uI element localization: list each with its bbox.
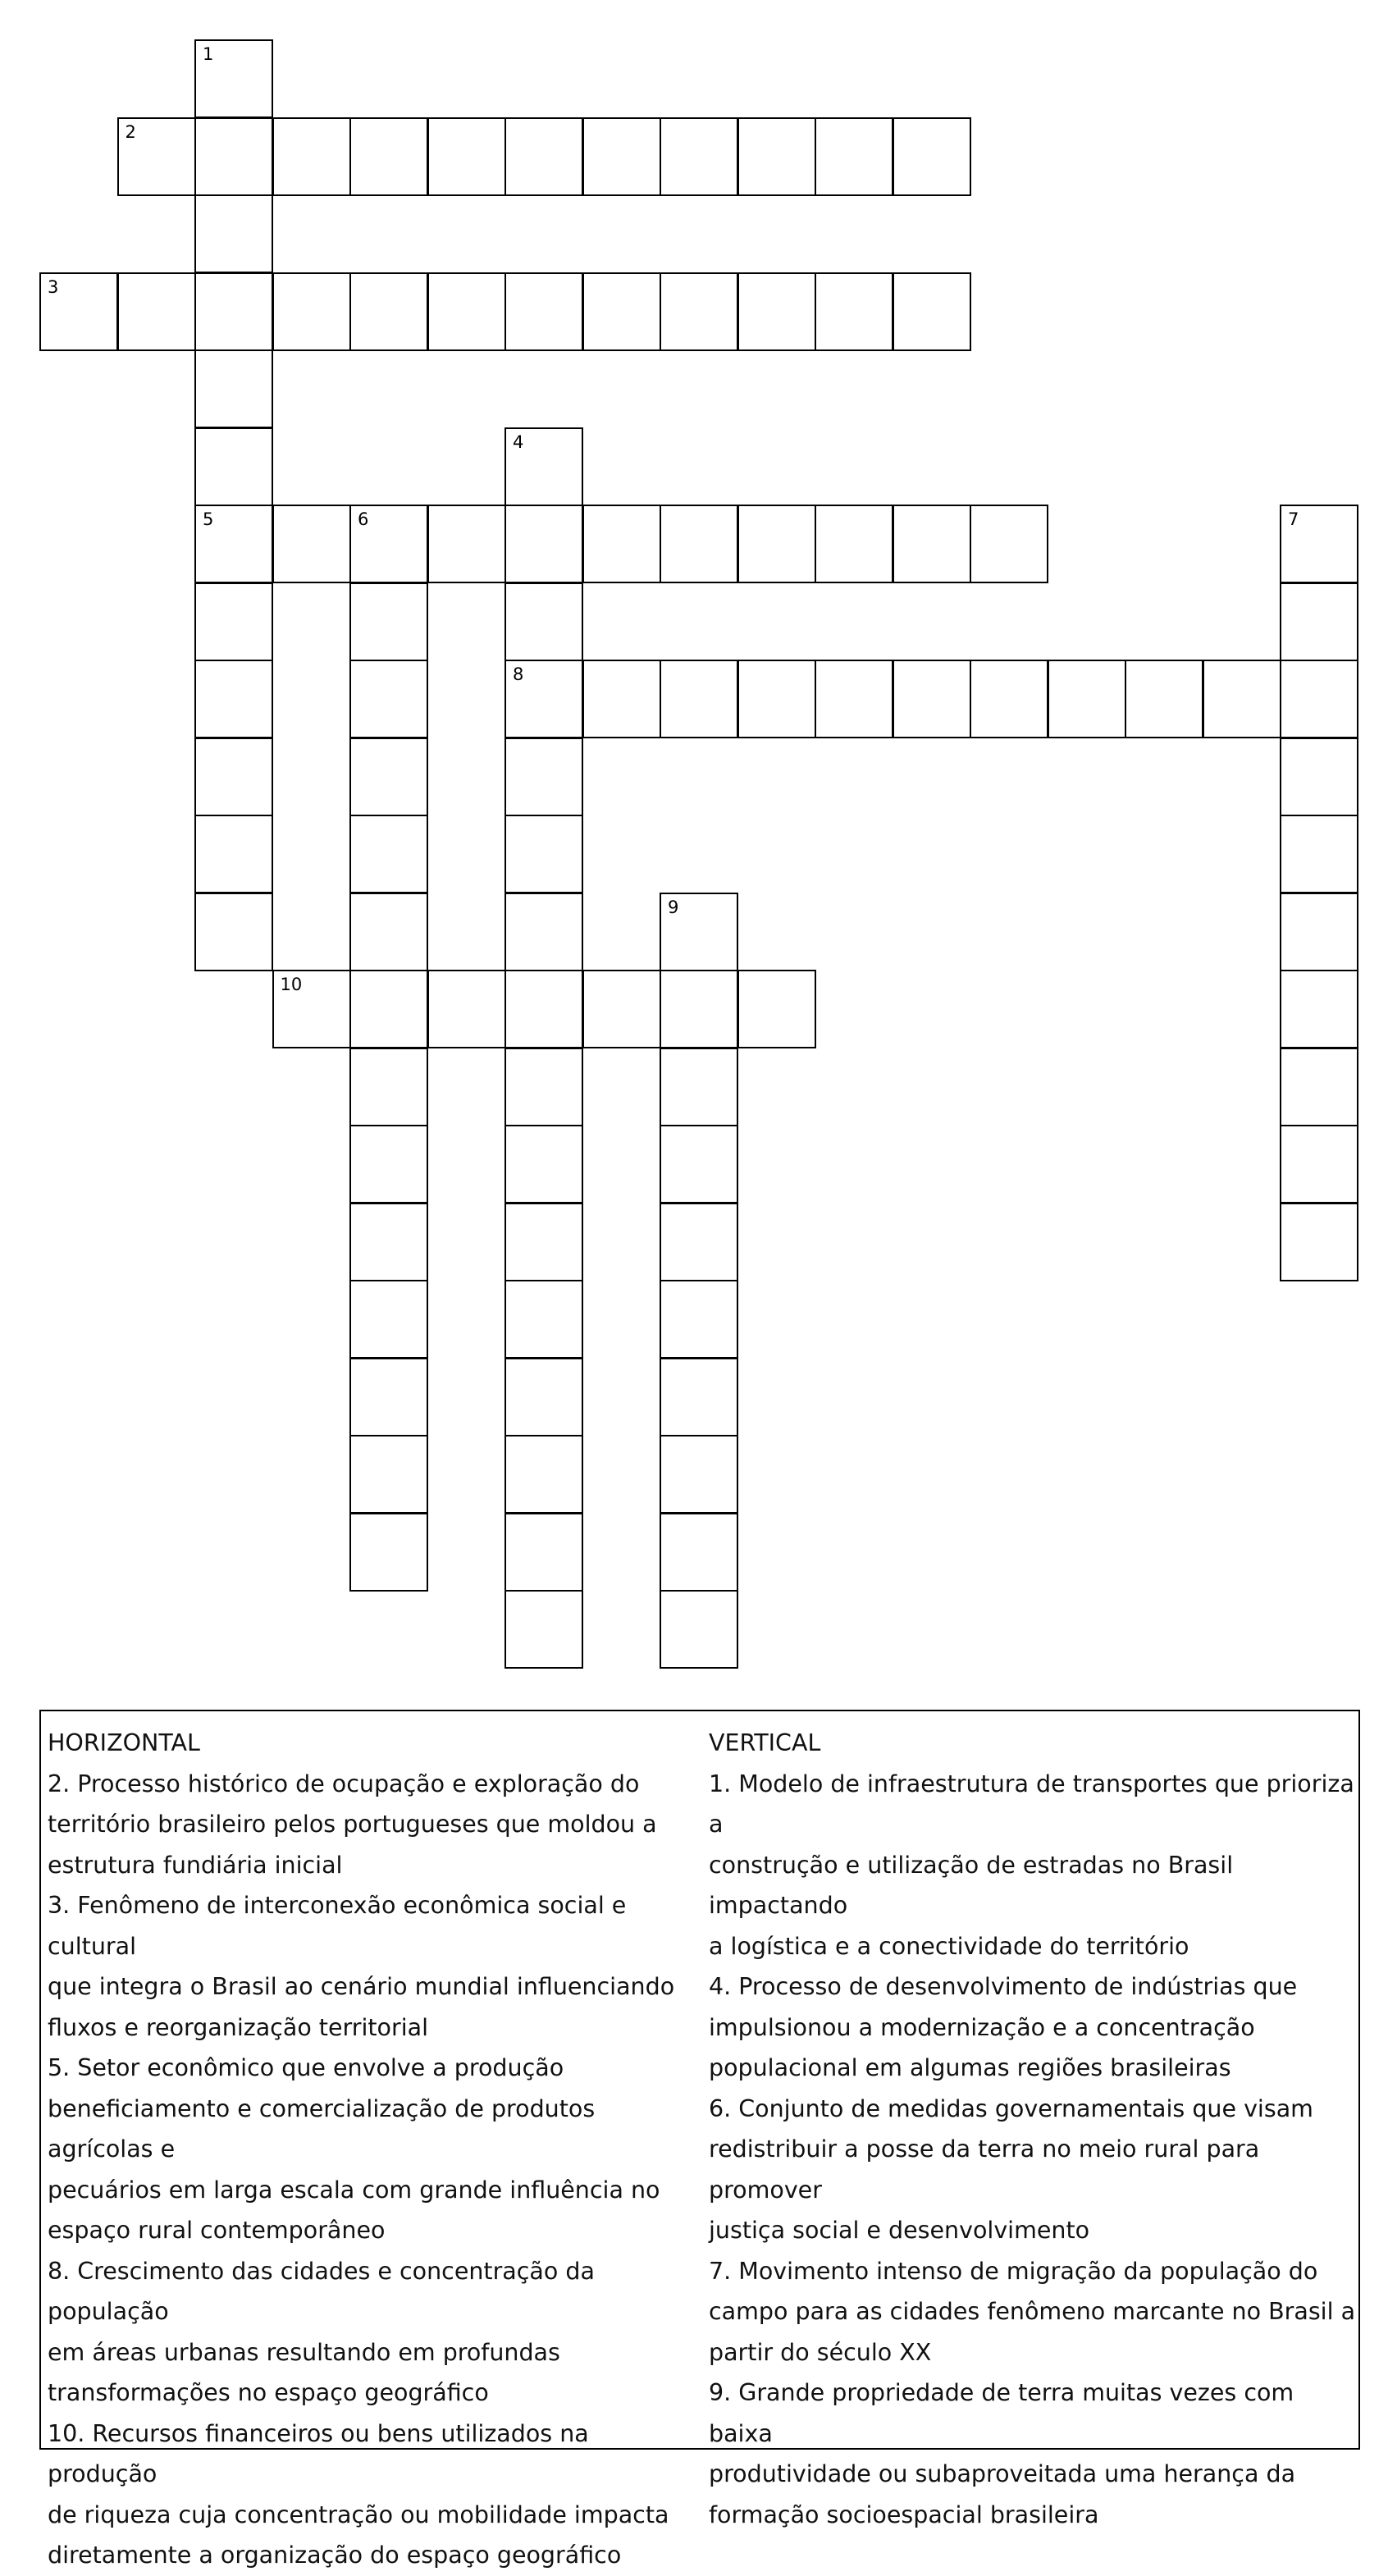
grid-cell[interactable] xyxy=(1280,738,1358,816)
grid-cell[interactable] xyxy=(505,117,583,196)
grid-cell[interactable] xyxy=(893,660,971,738)
grid-cell[interactable] xyxy=(427,505,506,583)
clue-line: que integra o Brasil ao cenário mundial influenciando xyxy=(48,1973,675,2000)
grid-cell[interactable] xyxy=(1280,1048,1358,1126)
grid-cell[interactable] xyxy=(505,505,583,583)
clue-number: 1 xyxy=(203,44,214,64)
clues-box xyxy=(39,1710,1360,2569)
clue-line: 2. Processo histórico de ocupação e exploração do xyxy=(48,1770,640,1797)
grid-cell[interactable] xyxy=(349,1435,428,1514)
grid-cell[interactable] xyxy=(505,272,583,351)
grid-cell[interactable] xyxy=(272,272,351,351)
grid-cell[interactable] xyxy=(272,505,351,583)
grid-cell[interactable] xyxy=(660,1435,738,1514)
clue-line: pecuários em larga escala com grande influência no xyxy=(48,2176,660,2204)
grid-cell[interactable] xyxy=(1048,660,1126,738)
clue-line: 1. Modelo de infraestrutura de transportes que prioriza a xyxy=(709,1770,1354,1838)
grid-cell[interactable] xyxy=(505,1280,583,1359)
clue-line: 5. Setor econômico que envolve a produção xyxy=(48,2054,564,2081)
clue-line: campo para as cidades fenômeno marcante no Brasil a xyxy=(709,2298,1356,2325)
clue-line: construção e utilização de estradas no Brasil impactando xyxy=(709,1851,1234,1919)
clue-line: 10. Recursos financeiros ou bens utilizados na produção xyxy=(48,2419,589,2487)
grid-cell[interactable] xyxy=(660,1125,738,1204)
clue-number: 7 xyxy=(1288,509,1299,529)
grid-cell[interactable] xyxy=(349,660,428,738)
grid-cell[interactable] xyxy=(893,505,971,583)
grid-cell[interactable] xyxy=(893,117,971,196)
grid-cell[interactable] xyxy=(349,1513,428,1592)
grid-cell[interactable] xyxy=(970,660,1048,738)
grid-cell[interactable] xyxy=(1280,1125,1358,1204)
grid-cell[interactable] xyxy=(194,505,273,583)
grid-cell[interactable] xyxy=(1280,505,1358,583)
vertical-clues xyxy=(709,1723,1357,2535)
clue-line: 3. Fenômeno de interconexão econômica social e cultural xyxy=(48,1892,627,1960)
grid-cell[interactable] xyxy=(194,349,273,428)
grid-cell[interactable] xyxy=(737,660,816,738)
grid-cell[interactable] xyxy=(660,272,738,351)
grid-cell[interactable] xyxy=(194,582,273,661)
grid-cell[interactable] xyxy=(737,970,816,1048)
grid-cell[interactable] xyxy=(349,582,428,661)
grid-cell[interactable] xyxy=(427,117,506,196)
grid-cell[interactable] xyxy=(660,970,738,1048)
clue-line: redistribuir a posse da terra no meio rural para promover xyxy=(709,2135,1260,2204)
clue-line: 4. Processo de desenvolvimento de indústrias que xyxy=(709,1973,1298,2000)
grid-cell[interactable] xyxy=(505,427,583,506)
grid-cell[interactable] xyxy=(349,815,428,893)
grid-cell[interactable] xyxy=(505,1513,583,1592)
grid-cell[interactable] xyxy=(582,272,661,351)
clue-number: 6 xyxy=(358,509,369,529)
clue-line: 8. Crescimento das cidades e concentração da população xyxy=(48,2257,595,2325)
grid-cell[interactable] xyxy=(660,893,738,971)
grid-cell[interactable] xyxy=(505,1125,583,1204)
grid-cell[interactable] xyxy=(505,1048,583,1126)
grid-cell[interactable] xyxy=(272,117,351,196)
grid-cell[interactable] xyxy=(660,1280,738,1359)
grid-cell[interactable] xyxy=(505,738,583,816)
grid-cell[interactable] xyxy=(505,815,583,893)
grid-cell[interactable] xyxy=(194,117,273,196)
grid-cell[interactable] xyxy=(737,117,816,196)
clue-line: populacional em algumas regiões brasileiras xyxy=(709,2054,1231,2081)
grid-cell[interactable] xyxy=(582,505,661,583)
grid-cell[interactable] xyxy=(505,582,583,661)
grid-cell[interactable] xyxy=(117,272,196,351)
horizontal-clues xyxy=(48,1723,704,2576)
grid-cell[interactable] xyxy=(349,970,428,1048)
grid-cell[interactable] xyxy=(349,738,428,816)
grid-cell[interactable] xyxy=(194,39,273,118)
clue-line: de riqueza cuja concentração ou mobilidade impacta xyxy=(48,2501,669,2528)
grid-cell[interactable] xyxy=(117,117,196,196)
clue-number: 10 xyxy=(280,975,303,994)
clue-line: 6. Conjunto de medidas governamentais que visam xyxy=(709,2094,1313,2122)
grid-cell[interactable] xyxy=(349,272,428,351)
clue-line: 7. Movimento intenso de migração da população do xyxy=(709,2257,1318,2285)
grid-cell[interactable] xyxy=(427,272,506,351)
grid-cell[interactable] xyxy=(737,505,816,583)
clue-number: 9 xyxy=(668,897,679,917)
clue-line: produtividade ou subaproveitada uma herança da xyxy=(709,2460,1296,2487)
grid-cell[interactable] xyxy=(39,272,118,351)
grid-cell[interactable] xyxy=(815,117,893,196)
clue-line: formação socioespacial brasileira xyxy=(709,2501,1099,2528)
grid-cell[interactable] xyxy=(970,505,1048,583)
grid-cell[interactable] xyxy=(660,1358,738,1436)
clue-line: espaço rural contemporâneo xyxy=(48,2217,386,2244)
grid-cell[interactable] xyxy=(505,1358,583,1436)
grid-cell[interactable] xyxy=(1280,893,1358,971)
grid-cell[interactable] xyxy=(582,117,661,196)
grid-cell[interactable] xyxy=(1280,1203,1358,1281)
clue-line: a logística e a conectividade do território xyxy=(709,1932,1189,1960)
grid-cell[interactable] xyxy=(194,427,273,506)
grid-cell[interactable] xyxy=(505,1590,583,1669)
grid-cell[interactable] xyxy=(194,194,273,273)
grid-cell[interactable] xyxy=(505,970,583,1048)
grid-cell[interactable] xyxy=(1280,660,1358,738)
grid-cell[interactable] xyxy=(505,1203,583,1281)
grid-cell[interactable] xyxy=(1125,660,1203,738)
grid-cell[interactable] xyxy=(349,117,428,196)
grid-cell[interactable] xyxy=(582,970,661,1048)
grid-cell[interactable] xyxy=(349,1203,428,1281)
grid-cell[interactable] xyxy=(349,893,428,971)
grid-cell[interactable] xyxy=(194,815,273,893)
grid-cell[interactable] xyxy=(272,970,351,1048)
grid-cell[interactable] xyxy=(349,1280,428,1359)
clue-number: 4 xyxy=(513,432,524,452)
grid-cell[interactable] xyxy=(505,660,583,738)
clue-line: transformações no espaço geográfico xyxy=(48,2379,489,2406)
grid-cell[interactable] xyxy=(1203,660,1281,738)
clue-number: 2 xyxy=(125,121,136,142)
grid-cell[interactable] xyxy=(349,1358,428,1436)
vertical-heading: VERTICAL xyxy=(709,1729,821,1756)
grid-cell[interactable] xyxy=(660,117,738,196)
clue-line: em áreas urbanas resultando em profundas xyxy=(48,2338,560,2366)
grid-cell[interactable] xyxy=(660,660,738,738)
grid-cell[interactable] xyxy=(349,1048,428,1126)
grid-cell[interactable] xyxy=(660,505,738,583)
grid-cell[interactable] xyxy=(660,1513,738,1592)
clue-line: beneficiamento e comercialização de produtos agrícolas e xyxy=(48,2094,596,2163)
clue-line: estrutura fundiária inicial xyxy=(48,1851,343,1879)
clue-line: fluxos e reorganização territorial xyxy=(48,2013,429,2041)
grid-cell[interactable] xyxy=(349,1125,428,1204)
grid-cell[interactable] xyxy=(815,505,893,583)
grid-cell[interactable] xyxy=(1280,582,1358,661)
grid-cell[interactable] xyxy=(194,738,273,816)
clue-line: 9. Grande propriedade de terra muitas vezes com baixa xyxy=(709,2379,1294,2447)
clue-line: impulsionou a modernização e a concentração xyxy=(709,2013,1255,2041)
grid-cell[interactable] xyxy=(815,272,893,351)
clue-line: diretamente a organização do espaço geográfico xyxy=(48,2542,622,2569)
grid-cell[interactable] xyxy=(737,272,816,351)
clue-number: 5 xyxy=(203,509,214,529)
clue-line: território brasileiro pelos portugueses que moldou a xyxy=(48,1811,657,1838)
horizontal-heading: HORIZONTAL xyxy=(48,1729,200,1756)
grid-cell[interactable] xyxy=(427,970,506,1048)
grid-cell[interactable] xyxy=(582,660,661,738)
grid-cell[interactable] xyxy=(1280,970,1358,1048)
grid-cell[interactable] xyxy=(660,1590,738,1669)
grid-cell[interactable] xyxy=(893,272,971,351)
grid-cell[interactable] xyxy=(194,893,273,971)
grid-cell[interactable] xyxy=(349,505,428,583)
grid-cell[interactable] xyxy=(505,893,583,971)
grid-cell[interactable] xyxy=(660,1203,738,1281)
clue-line: partir do século XX xyxy=(709,2338,932,2366)
grid-cell[interactable] xyxy=(660,1048,738,1126)
grid-cell[interactable] xyxy=(194,660,273,738)
grid-cell[interactable] xyxy=(505,1435,583,1514)
grid-cell[interactable] xyxy=(815,660,893,738)
clue-number: 3 xyxy=(48,276,59,297)
clue-number: 8 xyxy=(513,665,524,684)
grid-cell[interactable] xyxy=(194,272,273,351)
clue-line: justiça social e desenvolvimento xyxy=(709,2217,1090,2244)
grid-cell[interactable] xyxy=(1280,815,1358,893)
